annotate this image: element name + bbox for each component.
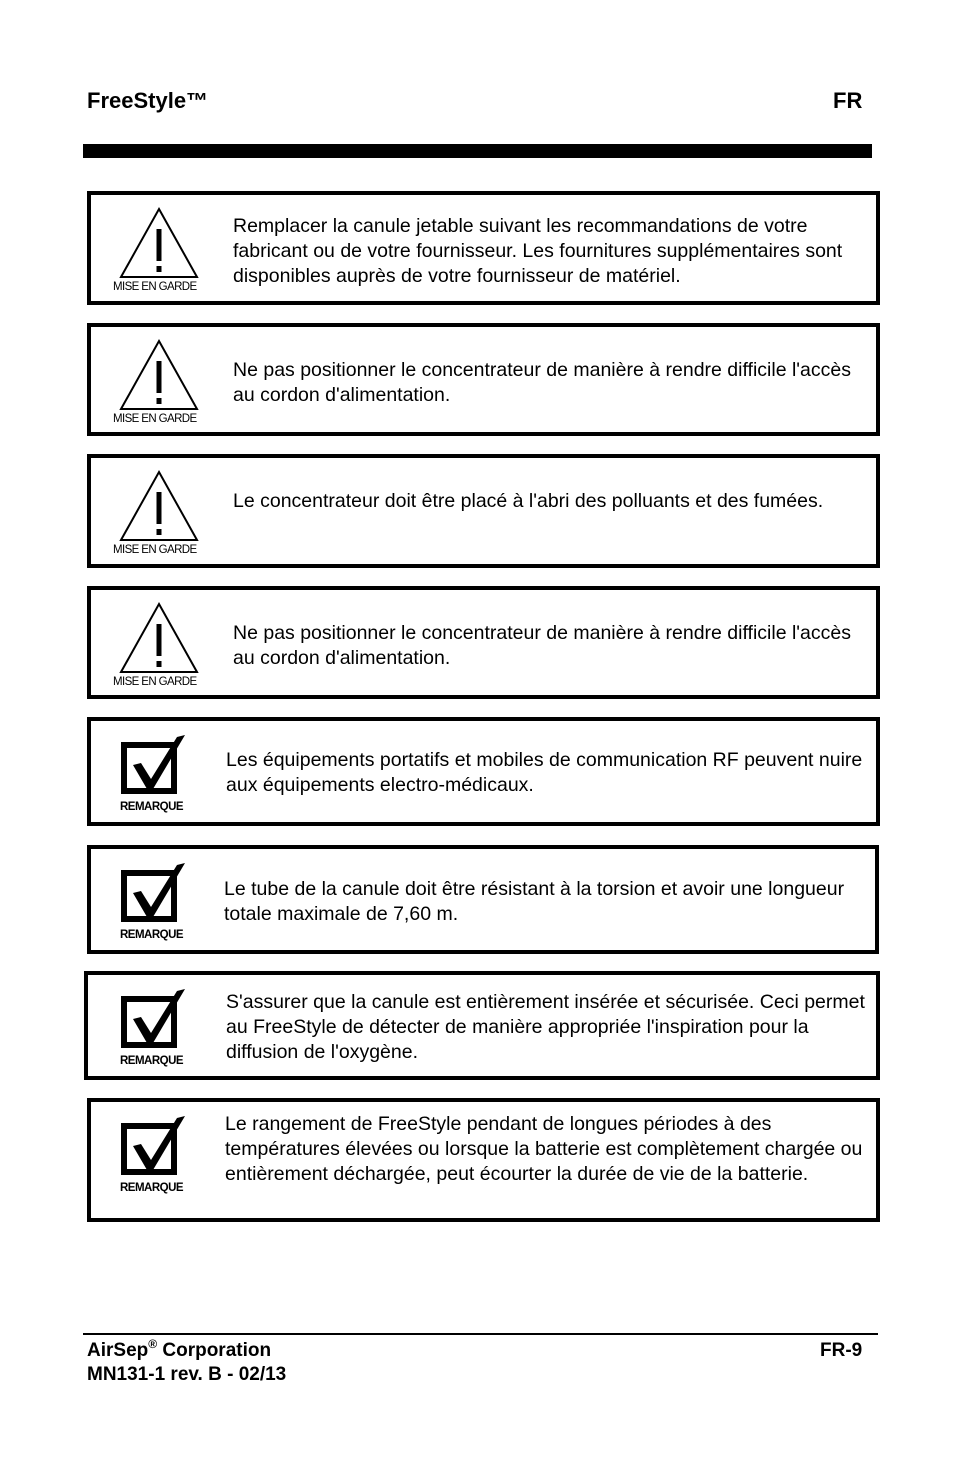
note-text: Les équipements portatifs et mobiles de communication RF peuvent nuire aux équipements electro-médicaux. — [226, 749, 863, 796]
warning-text: Le concentrateur doit être placé à l'abri des polluants et des fumées. — [233, 490, 824, 512]
warning-box — [87, 454, 880, 568]
warning-label: MISE EN GARDE — [113, 676, 197, 688]
note-label: REMARQUE — [120, 1182, 184, 1194]
warning-label: MISE EN GARDE — [113, 281, 197, 293]
header-title: FreeStyle™ — [87, 88, 209, 113]
footer-company-suffix: Corporation — [157, 1340, 272, 1361]
header-language: FR — [833, 88, 863, 113]
footer-company — [87, 1339, 271, 1363]
note-label: REMARQUE — [120, 929, 184, 941]
checkbox-check-icon — [121, 861, 191, 925]
warning-text: Ne pas positionner le concentrateur de manière à rendre difficile l'accès au cordon d'alimentation. — [233, 622, 851, 669]
note-box — [87, 845, 879, 954]
warning-box — [87, 191, 880, 305]
warning-text: Ne pas positionner le concentrateur de manière à rendre difficile l'accès au cordon d'alimentation. — [233, 359, 851, 406]
note-icon — [117, 987, 197, 1069]
note-label: REMARQUE — [120, 801, 184, 813]
warning-label: MISE EN GARDE — [113, 544, 197, 556]
note-icon — [117, 861, 197, 943]
footer-doc-ref: MN131-1 rev. B - 02/13 — [87, 1364, 287, 1385]
warning-label: MISE EN GARDE — [113, 413, 197, 425]
note-icon — [117, 733, 197, 815]
warning-box — [87, 586, 880, 699]
warning-icon — [113, 337, 205, 425]
header-rule — [83, 144, 872, 158]
note-box — [87, 1098, 880, 1222]
warning-icon — [113, 205, 205, 293]
warning-icon — [113, 600, 205, 688]
note-label: REMARQUE — [120, 1055, 184, 1067]
footer-page-number: FR-9 — [820, 1340, 863, 1361]
note-box — [84, 971, 880, 1080]
footer-rule — [83, 1333, 878, 1335]
note-text: Le tube de la canule doit être résistant à la torsion et avoir une longueur totale maximale de 7,60 m. — [224, 878, 845, 925]
warning-triangle-icon — [117, 205, 201, 281]
note-icon — [117, 1114, 197, 1196]
warning-icon — [113, 468, 205, 556]
warning-triangle-icon — [117, 337, 201, 413]
warning-text: Remplacer la canule jetable suivant les recommandations de votre fabricant ou de votre fournisseur. Les fournitures supplémentaires sont disponibles auprès de votre fournisseur de matériel. — [233, 215, 843, 287]
warning-box — [87, 323, 880, 436]
checkbox-check-icon — [121, 1114, 191, 1178]
registered-mark: ® — [148, 1337, 158, 1351]
note-box — [87, 717, 880, 826]
footer-company-name: AirSep — [87, 1340, 149, 1361]
note-text: S'assurer que la canule est entièrement insérée et sécurisée. Ceci permet au FreeStyle de détecter de manière appropriée l'inspiration pour la diffusion de l'oxygène. — [226, 991, 865, 1063]
warning-triangle-icon — [117, 600, 201, 676]
checkbox-check-icon — [121, 987, 191, 1051]
checkbox-check-icon — [121, 733, 191, 797]
warning-triangle-icon — [117, 468, 201, 544]
note-text: Le rangement de FreeStyle pendant de longues périodes à des températures élevées ou lorsque la batterie est complètement chargée ou entièrement déchargée, peut écourter la durée de vie de la batterie. — [225, 1113, 863, 1185]
